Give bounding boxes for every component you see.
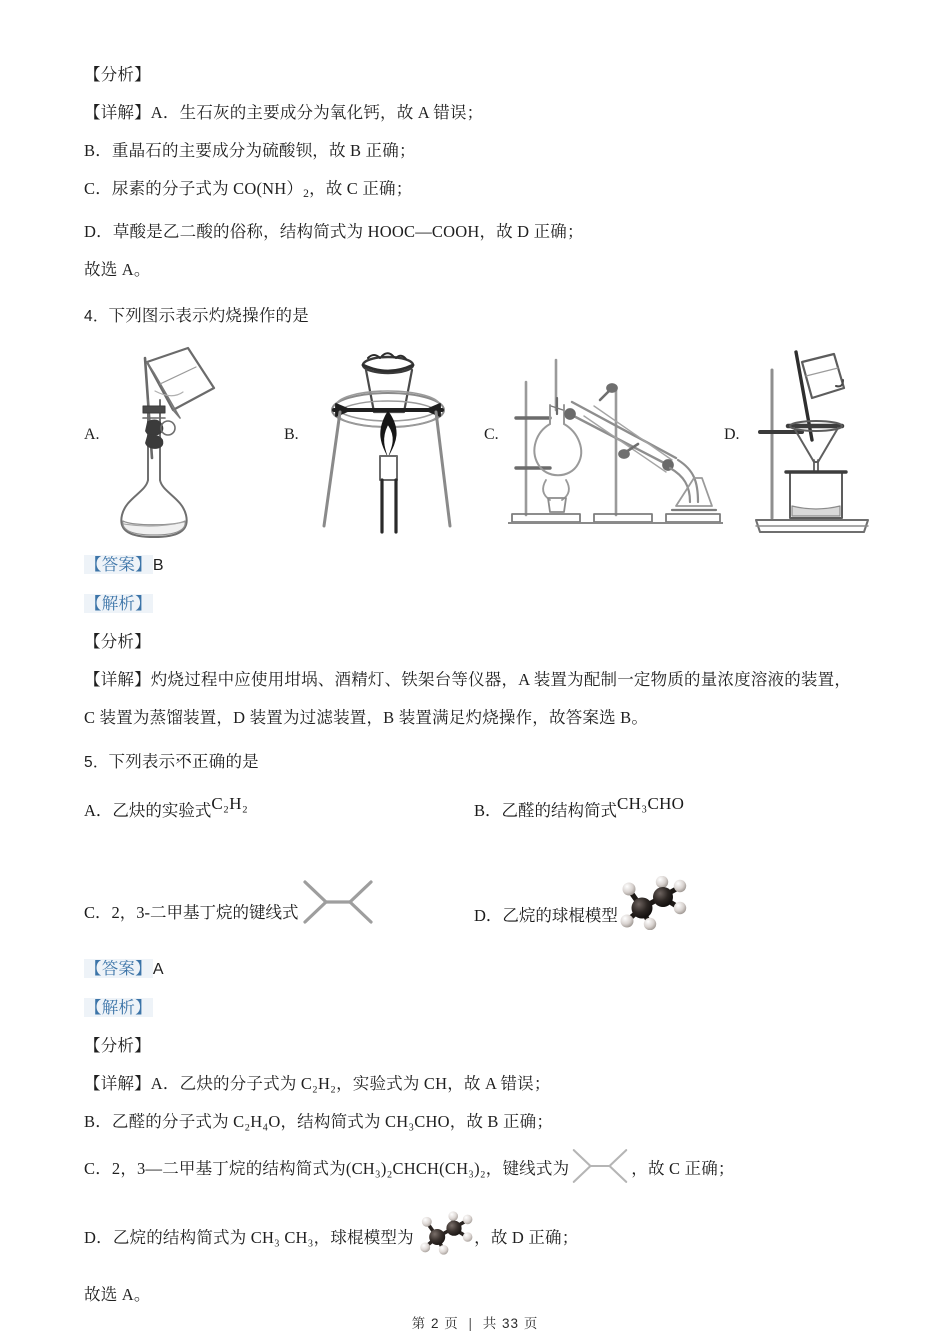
question-5-detail-d	[84, 1211, 866, 1276]
question-5-option-b-text: 乙醛的结构简式	[501, 801, 618, 821]
question-5-stem-post: 的是	[225, 752, 259, 772]
option-a-label: A.	[84, 426, 100, 444]
q3-line-c-prefix: C．尿素的分子式为 CO(NH）	[84, 179, 304, 198]
question-5-number: 5．	[84, 754, 109, 772]
question-5-option-a-label: A．	[84, 801, 113, 821]
question-5-jiexi-tag	[84, 989, 866, 1027]
question-5-option-d-text: 乙烷的球棍模型	[502, 906, 618, 926]
question-5-options-row-2	[84, 864, 866, 934]
question-5-detail-a: 【详解】A．乙炔的分子式为 C₂H₂，实验式为 CH，故 A 错误；	[84, 1074, 551, 1094]
question-4-detail-line-1: 【详解】灼烧过程中应使用坩埚、酒精灯、铁架台等仪器，A 装置为配制一定物质的量浓度溶液的装置，	[84, 670, 852, 690]
question-5-detail-c-pre: C．2，3—二甲基丁烷的结构简式为(CH₃)₂CHCH(CH₃)₂，键线式为	[84, 1159, 570, 1179]
ball-and-stick-model-ethane-icon	[418, 1211, 474, 1276]
answer-tag: 【答案】	[85, 555, 152, 575]
question-5-answer-value: A	[152, 961, 164, 979]
q3-conclusion: 故选 A。	[84, 260, 151, 280]
question-5-option-c-label: C．	[84, 903, 112, 923]
footer-page-number: 2	[430, 1316, 440, 1331]
q3-detail-line-d: D．草酸是乙二酸的俗称，结构简式为 HOOC—COOH，故 D 正确；	[84, 222, 584, 242]
question-4-stem	[84, 297, 866, 336]
q3-detail-line-a: 【详解】A．生石灰的主要成分为氧化钙，故 A 错误；	[84, 103, 484, 122]
question-4-option-a[interactable]	[84, 340, 284, 540]
footer-separator: |	[468, 1316, 473, 1331]
question-4-option-d[interactable]	[724, 340, 874, 540]
q3-analysis-tag: 【分析】	[84, 65, 151, 84]
question-4-detail-line-2: C 装置为蒸馏装置，D 装置为过滤装置，B 装置满足灼烧操作，故答案选 B。	[84, 708, 649, 728]
footer-total-unit: 页	[523, 1316, 539, 1331]
question-5-stem	[84, 743, 866, 782]
crucible-on-tripod-with-alcohol-lamp-icon	[310, 340, 470, 545]
question-4-jiexi-tag	[84, 585, 866, 623]
footer-total-prefix: 共	[482, 1316, 498, 1331]
footer-page-unit: 页	[444, 1316, 459, 1331]
jiexi-tag: 【解析】	[85, 998, 152, 1018]
question-4-number: 4．	[84, 308, 109, 326]
question-4-answer-value: B	[152, 557, 164, 575]
question-5-answer	[84, 950, 866, 989]
question-5-option-a[interactable]	[84, 794, 248, 826]
question-5-conclusion: 故选 A。	[84, 1285, 151, 1305]
question-5-detail-c-post: ，故 C 正确；	[631, 1159, 735, 1179]
question-4-option-b[interactable]	[284, 340, 484, 540]
question-4-analysis-tag: 【分析】	[84, 632, 151, 652]
skeletal-formula-2-3-dimethylbutane-icon	[299, 876, 377, 933]
footer-page-prefix: 第	[411, 1316, 427, 1331]
question-4-figure-strip	[84, 340, 866, 540]
question-5-option-a-formula: C₂H₂	[211, 794, 249, 814]
question-4-option-c[interactable]	[484, 340, 724, 540]
q3-detail-line-c	[84, 170, 866, 213]
page-footer	[0, 1312, 950, 1332]
option-d-label: D.	[724, 426, 740, 444]
distillation-apparatus-icon	[508, 340, 723, 545]
q3-line-c-suffix: ，故 C 正确；	[309, 179, 413, 198]
q3-detail-line-b: B．重晶石的主要成分为硫酸钡，故 B 正确；	[84, 141, 416, 160]
ball-and-stick-model-ethane-icon	[618, 876, 688, 935]
question-5-detail-d-post: ，故 D 正确；	[474, 1228, 579, 1248]
option-b-label: B.	[284, 426, 299, 444]
question-5-analysis-tag: 【分析】	[84, 1036, 151, 1056]
skeletal-formula-2-3-dimethylbutane-icon	[569, 1144, 631, 1211]
question-4-answer	[84, 546, 866, 585]
question-5-option-b[interactable]	[474, 794, 684, 826]
question-4-stem-text: 下列图示表示灼烧操作的是	[108, 306, 309, 326]
question-5-detail-b: B．乙醛的分子式为 C₂H₄O，结构简式为 CH₃CHO，故 B 正确；	[84, 1112, 554, 1132]
question-5-option-c-text: 2，3-二甲基丁烷的键线式	[111, 903, 299, 923]
question-5-detail-c	[84, 1141, 866, 1211]
filtration-apparatus-icon	[750, 340, 880, 545]
jiexi-tag: 【解析】	[85, 594, 152, 614]
question-5-stem-pre: 下列表示	[108, 752, 176, 772]
question-5-option-a-text: 乙炔的实验式	[112, 801, 212, 821]
volumetric-flask-transfer-apparatus-icon	[110, 340, 260, 545]
answer-tag: 【答案】	[85, 959, 152, 979]
question-5-options-row-1	[84, 794, 866, 850]
question-5-option-d-label: D．	[474, 906, 503, 926]
question-5-option-c[interactable]	[84, 876, 377, 933]
q3-line-c-subscript: 2	[303, 188, 310, 201]
option-c-label: C.	[484, 426, 499, 444]
question-5-option-b-label: B．	[474, 801, 502, 821]
question-5-option-d[interactable]	[474, 876, 688, 935]
question-5-detail-d-pre: D．乙烷的结构简式为 CH₃ CH₃，球棍模型为	[84, 1228, 414, 1248]
footer-total-pages: 33	[502, 1316, 520, 1331]
question-5-stem-emphasis: 不正确 •••	[175, 743, 225, 781]
question-5-option-b-formula: CH₃CHO	[617, 794, 685, 814]
